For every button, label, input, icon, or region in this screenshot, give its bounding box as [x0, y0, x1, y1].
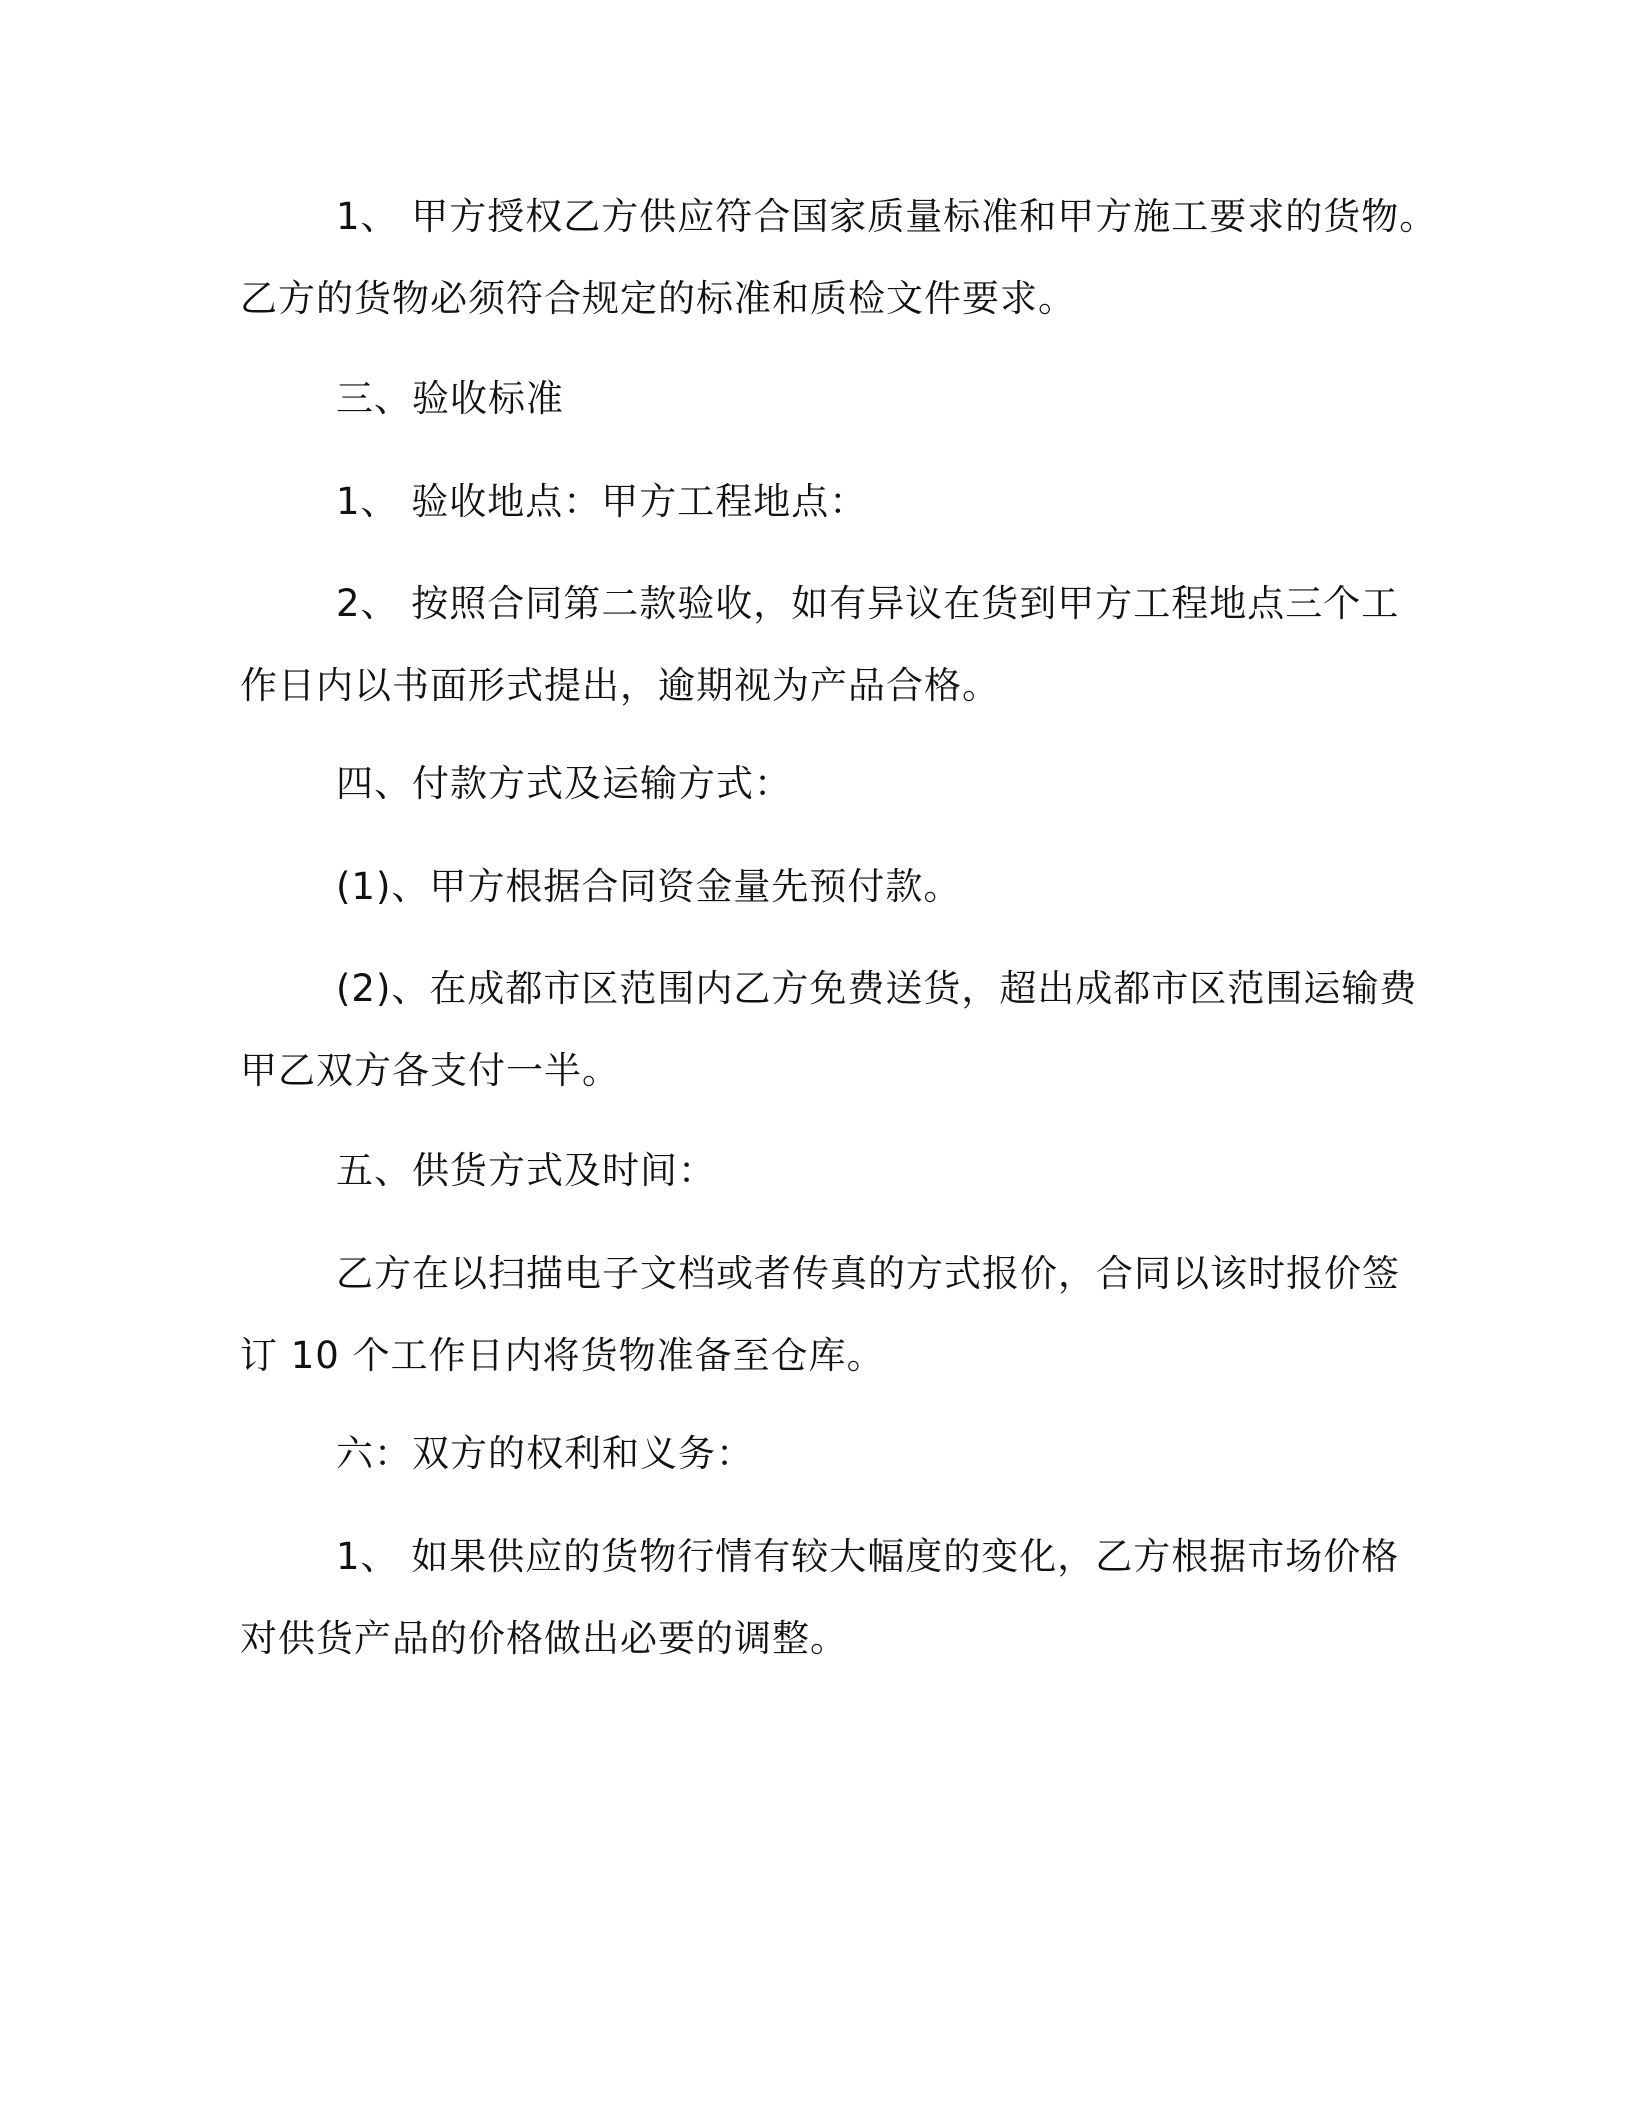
- paragraph-price-adjustment: [240, 1516, 1400, 1680]
- section-heading-payment: [240, 743, 1390, 825]
- paragraph-goods-authorization: [240, 176, 1438, 340]
- section-heading-supply: [240, 1130, 1390, 1212]
- text-line: 三、验收标准: [336, 377, 564, 420]
- text-line: 1、 如果供应的货物行情有较大幅度的变化，乙方根据市场价格: [336, 1535, 1400, 1578]
- text-line: 1、 验收地点：甲方工程地点：: [336, 480, 868, 523]
- text-line: 乙方在以扫描电子文档或者传真的方式报价，合同以该时报价签: [336, 1252, 1400, 1295]
- paragraph-quotation: [240, 1233, 1400, 1397]
- text-line: 甲乙双方各支付一半。: [240, 1049, 620, 1092]
- text-line: 对供货产品的价格做出必要的调整。: [240, 1617, 848, 1660]
- text-line: 四、付款方式及运输方式：: [336, 762, 792, 805]
- paragraph-prepayment: [240, 846, 1390, 928]
- text-line: 1、 甲方授权乙方供应符合国家质量标准和甲方施工要求的货物。: [336, 195, 1438, 238]
- text-line: (2)、在成都市区范围内乙方免费送货，超出成都市区范围运输费: [336, 967, 1418, 1010]
- text-line: 订 10 个工作日内将货物准备至仓库。: [240, 1334, 885, 1377]
- text-line: 2、 按照合同第二款验收，如有异议在货到甲方工程地点三个工: [336, 582, 1400, 625]
- text-line: 作日内以书面形式提出，逾期视为产品合格。: [240, 664, 1000, 707]
- text-line: 五、供货方式及时间：: [336, 1149, 716, 1192]
- section-heading-rights: [240, 1413, 1390, 1495]
- paragraph-delivery-cost: [240, 948, 1418, 1112]
- section-heading-acceptance: [240, 358, 1390, 440]
- text-line: 六：双方的权利和义务：: [336, 1432, 754, 1475]
- paragraph-acceptance-location: [240, 461, 1390, 543]
- text-line: 乙方的货物必须符合规定的标准和质检文件要求。: [240, 277, 1076, 320]
- text-line: (1)、甲方根据合同资金量先预付款。: [336, 865, 962, 908]
- paragraph-acceptance-objection: [240, 563, 1400, 727]
